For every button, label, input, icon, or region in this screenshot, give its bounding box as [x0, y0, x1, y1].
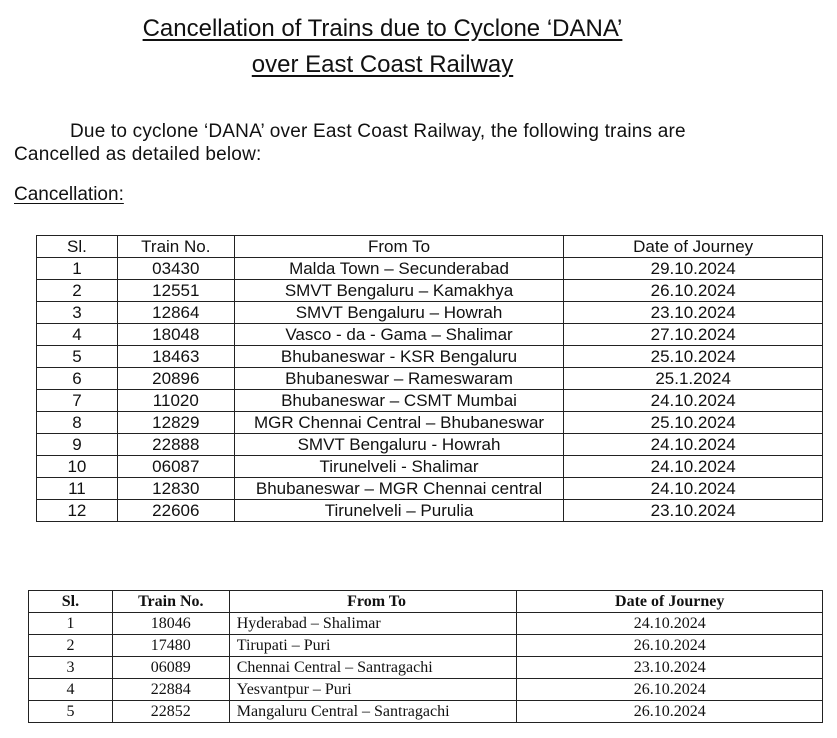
header-date-of-journey: Date of Journey [517, 591, 823, 613]
cell-date-of-journey: 24.10.2024 [564, 456, 823, 478]
cell-sl: 10 [37, 456, 118, 478]
cell-train-no: 06087 [117, 456, 234, 478]
cell-train-no: 18048 [117, 324, 234, 346]
cancellation-table-1 [36, 235, 823, 522]
cancellation-table-2 [28, 590, 823, 723]
header-train-no: Train No. [112, 591, 229, 613]
cell-sl: 3 [37, 302, 118, 324]
cell-date-of-journey: 23.10.2024 [517, 657, 823, 679]
table-row [37, 258, 823, 280]
cell-from-to: Mangaluru Central – Santragachi [229, 701, 517, 723]
cell-from-to: Bhubaneswar – CSMT Mumbai [234, 390, 564, 412]
cell-sl: 7 [37, 390, 118, 412]
cell-sl: 5 [37, 346, 118, 368]
cell-train-no: 11020 [117, 390, 234, 412]
cell-sl: 12 [37, 500, 118, 522]
cell-from-to: Yesvantpur – Puri [229, 679, 517, 701]
cell-from-to: SMVT Bengaluru – Howrah [234, 302, 564, 324]
cell-from-to: Chennai Central – Santragachi [229, 657, 517, 679]
cell-train-no: 12551 [117, 280, 234, 302]
cell-train-no: 22606 [117, 500, 234, 522]
cell-sl: 6 [37, 368, 118, 390]
cell-train-no: 22888 [117, 434, 234, 456]
cell-from-to: Vasco - da - Gama – Shalimar [234, 324, 564, 346]
table-row [37, 302, 823, 324]
cell-sl: 11 [37, 478, 118, 500]
cell-date-of-journey: 26.10.2024 [564, 280, 823, 302]
cell-train-no: 17480 [112, 635, 229, 657]
table-row [37, 368, 823, 390]
table-row [29, 679, 823, 701]
cell-train-no: 20896 [117, 368, 234, 390]
cell-from-to: Tirunelveli - Shalimar [234, 456, 564, 478]
table-row [37, 324, 823, 346]
cell-sl: 2 [37, 280, 118, 302]
intro-line-1: Due to cyclone ‘DANA’ over East Coast Railway, the following trains are [70, 121, 686, 142]
cell-from-to: MGR Chennai Central – Bhubaneswar [234, 412, 564, 434]
cell-date-of-journey: 23.10.2024 [564, 500, 823, 522]
document-title-line-2: over East Coast Railway [251, 51, 514, 78]
cell-from-to: Bhubaneswar - KSR Bengaluru [234, 346, 564, 368]
cell-sl: 2 [29, 635, 113, 657]
intro-line-2: Cancelled as detailed below: [14, 144, 262, 165]
cell-from-to: SMVT Bengaluru - Howrah [234, 434, 564, 456]
intro-paragraph [14, 120, 774, 166]
cell-sl: 5 [29, 701, 113, 723]
cell-date-of-journey: 24.10.2024 [517, 613, 823, 635]
cell-train-no: 06089 [112, 657, 229, 679]
table-row [29, 657, 823, 679]
cell-train-no: 18463 [117, 346, 234, 368]
cell-from-to: Tirupati – Puri [229, 635, 517, 657]
table-row [37, 500, 823, 522]
cell-sl: 4 [29, 679, 113, 701]
cell-train-no: 12864 [117, 302, 234, 324]
cell-date-of-journey: 25.10.2024 [564, 412, 823, 434]
cell-date-of-journey: 24.10.2024 [564, 390, 823, 412]
cell-sl: 8 [37, 412, 118, 434]
cell-train-no: 12829 [117, 412, 234, 434]
header-sl: Sl. [37, 236, 118, 258]
cell-date-of-journey: 25.10.2024 [564, 346, 823, 368]
cell-train-no: 12830 [117, 478, 234, 500]
header-train-no: Train No. [117, 236, 234, 258]
cell-from-to: Malda Town – Secunderabad [234, 258, 564, 280]
cell-date-of-journey: 24.10.2024 [564, 434, 823, 456]
table-row [37, 412, 823, 434]
cell-from-to: SMVT Bengaluru – Kamakhya [234, 280, 564, 302]
table-row [37, 280, 823, 302]
table-row [37, 346, 823, 368]
cell-date-of-journey: 25.1.2024 [564, 368, 823, 390]
cell-train-no: 22884 [112, 679, 229, 701]
table-row [37, 456, 823, 478]
cell-train-no: 03430 [117, 258, 234, 280]
cell-sl: 1 [29, 613, 113, 635]
cell-date-of-journey: 26.10.2024 [517, 701, 823, 723]
cell-date-of-journey: 27.10.2024 [564, 324, 823, 346]
cell-date-of-journey: 26.10.2024 [517, 635, 823, 657]
cell-from-to: Tirunelveli – Purulia [234, 500, 564, 522]
section-heading: Cancellation: [14, 184, 124, 205]
table-row [37, 390, 823, 412]
table-row [29, 701, 823, 723]
cell-from-to: Bhubaneswar – Rameswaram [234, 368, 564, 390]
cell-from-to: Bhubaneswar – MGR Chennai central [234, 478, 564, 500]
header-from-to: From To [234, 236, 564, 258]
table-header-row [37, 236, 823, 258]
cell-train-no: 22852 [112, 701, 229, 723]
cell-from-to: Hyderabad – Shalimar [229, 613, 517, 635]
table-row [29, 635, 823, 657]
document-title-line-1: Cancellation of Trains due to Cyclone ‘DANA’ [142, 15, 623, 42]
table-header-row [29, 591, 823, 613]
table-row [37, 478, 823, 500]
header-from-to: From To [229, 591, 517, 613]
cell-date-of-journey: 26.10.2024 [517, 679, 823, 701]
cell-sl: 3 [29, 657, 113, 679]
cell-sl: 4 [37, 324, 118, 346]
header-sl: Sl. [29, 591, 113, 613]
cell-date-of-journey: 29.10.2024 [564, 258, 823, 280]
cell-sl: 9 [37, 434, 118, 456]
header-date-of-journey: Date of Journey [564, 236, 823, 258]
table-row [29, 613, 823, 635]
table-row [37, 434, 823, 456]
cell-sl: 1 [37, 258, 118, 280]
cell-date-of-journey: 24.10.2024 [564, 478, 823, 500]
cell-train-no: 18046 [112, 613, 229, 635]
cell-date-of-journey: 23.10.2024 [564, 302, 823, 324]
